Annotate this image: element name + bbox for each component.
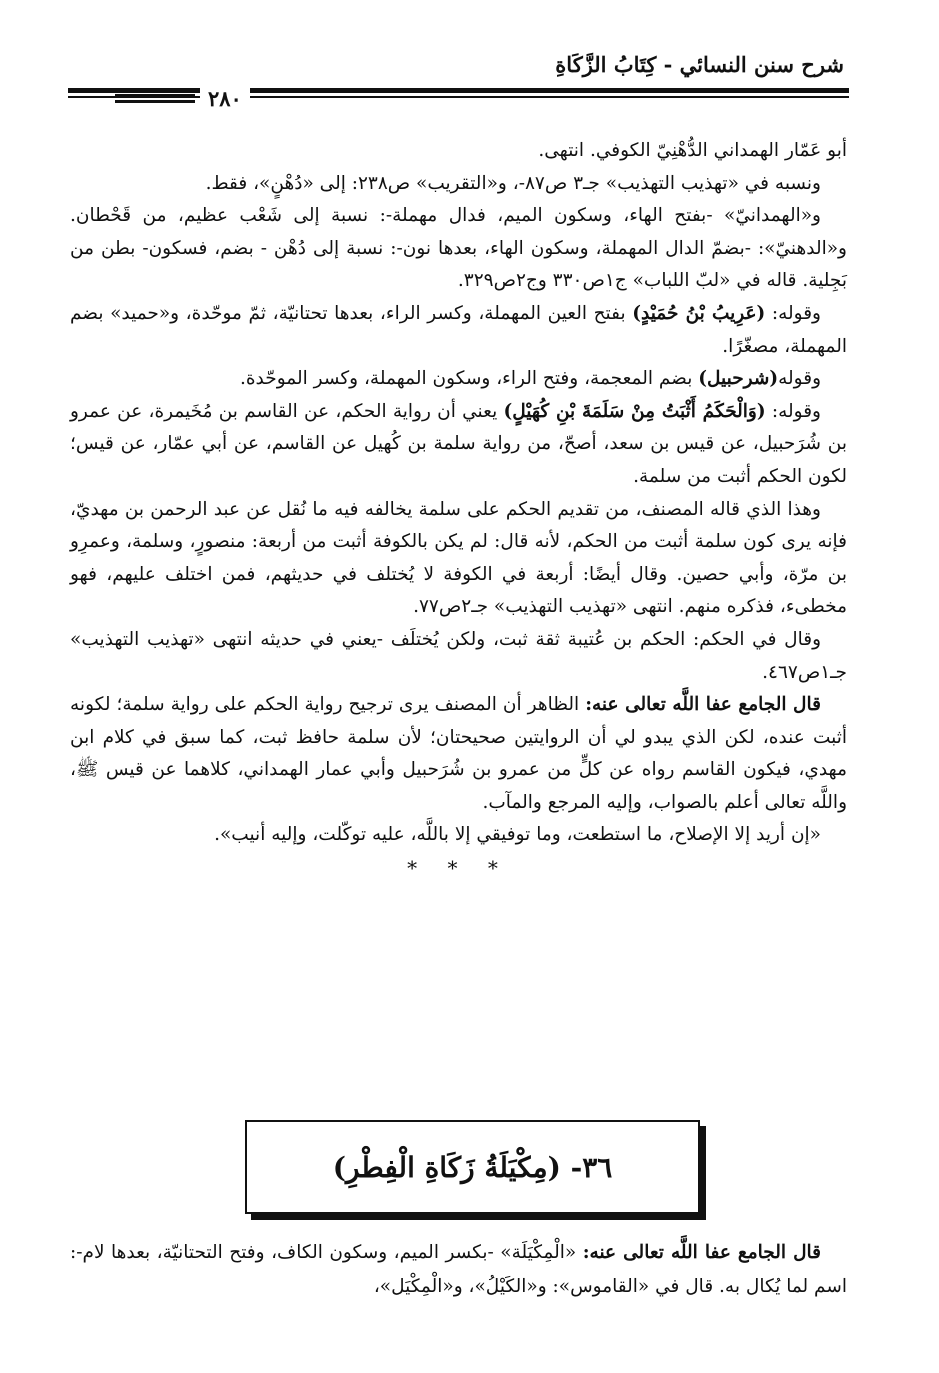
- paragraph: [70, 396, 847, 494]
- paragraph-lead: وقوله:: [771, 400, 821, 422]
- hadith-term: (شرحبيل): [698, 368, 779, 390]
- author-note-lead: قال الجامع عفا اللَّه تعالى عنه:: [585, 694, 821, 716]
- box-frame: [245, 1120, 700, 1214]
- paragraph: أبو عَمّار الهمداني الدُّهْنِيّ الكوفي. انتهى.: [538, 140, 847, 161]
- paragraph: و«الهمدانيّ» -بفتح الهاء، وسكون الميم، فدال مهملة-: نسبة إلى شَعْب عظيم، من قَحْطان. و«الدهنيّ»: -بضمّ الدال المهملة، وسكون الهاء، بعدها نون-: نسبة إلى دُهْن - بضم، فسكون- بطن من بَجِلية. قاله في «لبّ اللباب» ج١ص٣٣٠ وج٢ص٣٢٩.: [70, 205, 847, 292]
- paragraph-text: يعني أن رواية الحكم، عن القاسم بن مُخَيمرة، عن عمرو بن شُرَحبيل، عن قيس بن سعد، أصحّ، من رواية سلمة بن كُهيل عن القاسم، عن أبي عمّار، عن قيس؛ لكون الحكم أثبت من سلمة.: [70, 400, 847, 487]
- hadith-term: (وَالْحَكَمُ أَثْبَتُ مِنْ سَلَمَةَ بْنِ كُهَيْلٍ): [503, 400, 766, 422]
- paragraph-text: «الْمِكْيَلَة» -بكسر الميم، وسكون الكاف، وفتح التحتانيّة، بعدها لام-: اسم لما يُكال به. قال في «القاموس»: و«الكَيْلُ»، و«الْمِكْيَل»،: [70, 1242, 847, 1297]
- paragraph-text: بفتح العين المهملة، وكسر الراء، بعدها تحتانيّة، ثمّ موحّدة، و«حميد» بضم المهملة، مصغّرًا.: [70, 302, 847, 357]
- paragraph: وهذا الذي قاله المصنف، من تقديم الحكم على سلمة يخالفه فيه ما نُقل عن عبد الرحمن بن مهديّ، فإنه يرى كون سلمة أثبت من الحكم، لأنه قال: لم يكن بالكوفة أثبت من أربعة: منصورٍ، وسلمة، وعمرِو بن مرّة، وأبي حصين. وقال أيضًا: أربعة في الكوفة لا يُختلف في حديثهم، فمن اختلف عليهم، فهو مخطىء، فذكره منهم. انتهى «تهذيب التهذيب» جـ٢ص٧٧.: [70, 498, 847, 618]
- paragraph-lead: وقوله: [778, 368, 821, 390]
- paragraph: [70, 363, 847, 396]
- paragraph-lead: وقوله:: [771, 302, 821, 324]
- running-header: [70, 52, 844, 86]
- author-note-lead: قال الجامع عفا اللَّه تعالى عنه:: [582, 1242, 821, 1263]
- section-title-box: [245, 1120, 700, 1214]
- section-separator: * * *: [407, 856, 510, 881]
- page-number-ornament: [115, 92, 195, 106]
- paragraph-text: الظاهر أن المصنف يرى ترجيح رواية الحكم على رواية سلمة؛ لكونه أثبت عنده، لكن الذي يبدو لي أن الروايتين صحيحتان؛ لأن سلمة حافظ ثبت، كما سبق في كلام ابن مهدي، فيكون القاسم رواه عن كلٍّ من عمرو بن شُرَحبيل وأبي عمار الهمداني، كلاهما عن قيس ﷺ، واللَّه تعالى أعلم بالصواب، وإليه المرجع والمآب.: [70, 694, 847, 813]
- book-title: شرح سنن النسائي - كِتَابُ الزَّكَاةِ: [555, 52, 844, 77]
- paragraph: [70, 1236, 847, 1304]
- paragraph: ونسبه في «تهذيب التهذيب» جـ٣ ص٨٧-، و«التقريب» ص٢٣٨: إلى «دُهْنٍ»، فقط.: [205, 172, 821, 194]
- paragraph: وقال في الحكم: الحكم بن عُتيبة ثقة ثبت، ولكن يُختلَف -يعني في حديثه انتهى «تهذيب التهذيب» جـ١ص٤٦٧.: [70, 628, 847, 683]
- section-title: ٣٦- (مِكْيَلَةُ زَكَاةِ الْفِطْرِ): [332, 1150, 613, 1184]
- paragraph-text: بضم المعجمة، وفتح الراء، وسكون المهملة، وكسر الموحّدة.: [239, 368, 693, 390]
- paragraph: [70, 298, 847, 363]
- hadith-term: (عَرِيبُ بْنُ حُمَيْدٍ): [632, 302, 766, 324]
- paragraph: [70, 689, 847, 819]
- page-number: ٢٨٠: [200, 86, 250, 111]
- closing-quote: «إن أريد إلا الإصلاح، ما استطعت، وما توفيقي إلا باللَّه، عليه توكّلت، وإليه أنيب».: [214, 824, 821, 846]
- section-text: [70, 1236, 847, 1304]
- main-text: [70, 135, 847, 885]
